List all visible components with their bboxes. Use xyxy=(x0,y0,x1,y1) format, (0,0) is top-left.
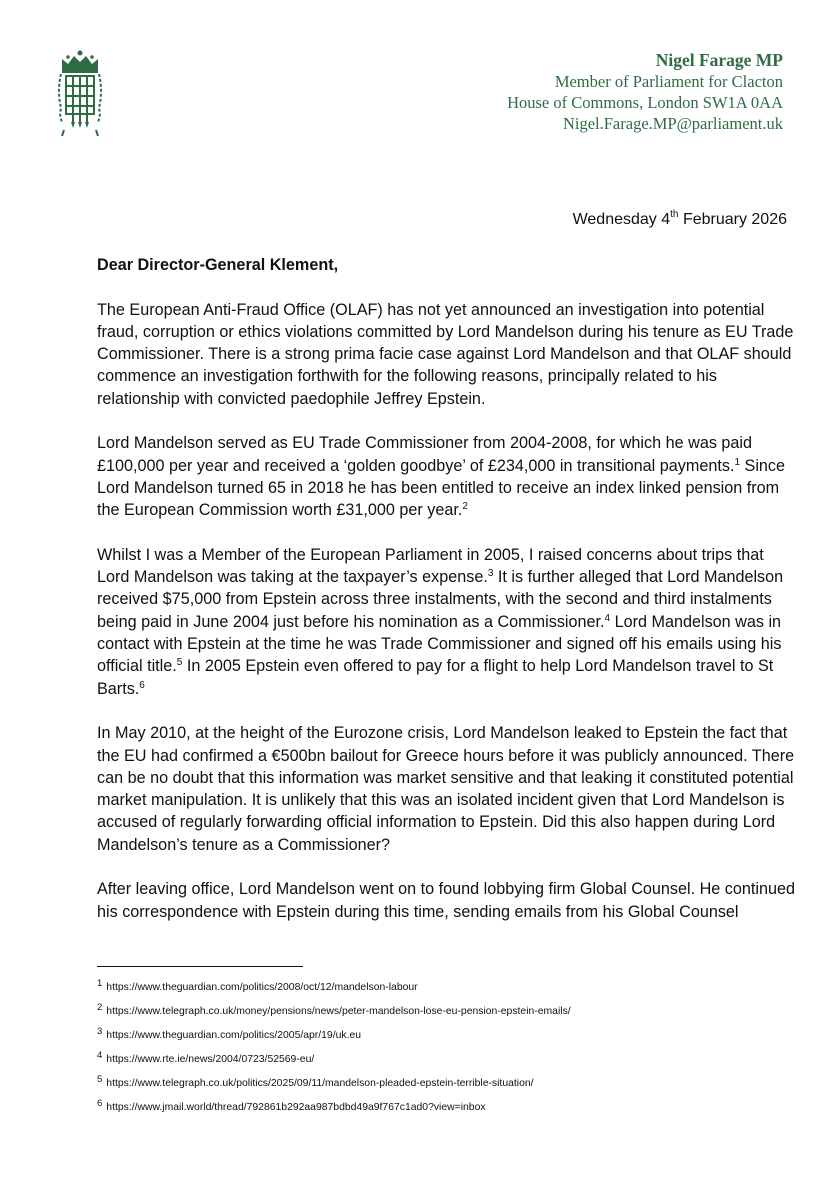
footnote xyxy=(97,1072,797,1096)
footnote-link[interactable]: https://www.telegraph.co.uk/politics/2025/09/11/mandelson-pleaded-epstein-terrible-situation/ xyxy=(106,1078,534,1089)
letter-body xyxy=(97,254,797,945)
footnote-link[interactable]: https://www.jmail.world/thread/792861b292aa987bdbd49a9f767c1ad0?view=inbox xyxy=(106,1102,486,1113)
footnote-link[interactable]: https://www.theguardian.com/politics/2005/apr/19/uk.eu xyxy=(106,1030,362,1041)
footnote-ref-4: 4 xyxy=(604,612,611,624)
paragraph-5: After leaving office, Lord Mandelson went on to found lobbying firm Global Counsel. He continued his correspondence with Epstein during this time, sending emails from his Global Counsel xyxy=(97,880,795,921)
footnotes xyxy=(97,976,797,1120)
address-line: House of Commons, London SW1A 0AA xyxy=(507,93,783,112)
portcullis-icon xyxy=(58,50,102,138)
date-day: 4 xyxy=(661,211,671,228)
paragraph-3-part-a: Whilst I was a Member of the European Parliament in 2005, I raised concerns about trips that Lord Mandelson was taking at the taxpayer’s expense. xyxy=(97,545,764,587)
footnote-number: 1 xyxy=(97,978,103,989)
footnote xyxy=(97,1096,797,1120)
paragraph-3-part-d: In 2005 Epstein even offered to pay for a flight to help Lord Mandelson travel to St Barts. xyxy=(97,657,774,698)
footnote-ref-2: 2 xyxy=(462,501,468,513)
footnote xyxy=(97,976,797,1000)
footnote-ref-3: 3 xyxy=(487,568,494,580)
footnote-link[interactable]: https://www.rte.ie/news/2004/0723/52569-eu/ xyxy=(106,1054,315,1065)
footnote-number: 2 xyxy=(97,1002,103,1013)
constituency-line: Member of Parliament for Clacton xyxy=(554,72,783,91)
paragraph-3-part-c: Lord Mandelson was in contact with Epstein at the time he was Trade Commissioner and signed off his emails using his official title. xyxy=(97,612,782,676)
footnote-number: 4 xyxy=(97,1050,103,1061)
footnote-number: 6 xyxy=(97,1098,103,1109)
footnote-ref-1: 1 xyxy=(734,456,741,468)
footnote-number: 3 xyxy=(97,1026,103,1037)
paragraph-1: The European Anti-Fraud Office (OLAF) has not yet announced an investigation into potential fraud, corruption or ethics violations committed by Lord Mandelson during his tenure as EU Trade Commissioner. There is a strong prima facie case against Lord Mandelson and that OLAF should commence an investigation forthwith for the following reasons, principally related to his relationship with convicted paedophile Jeffrey Epstein. xyxy=(97,300,794,408)
letterhead xyxy=(507,50,783,134)
date-weekday: Wednesday xyxy=(572,211,657,228)
footnote xyxy=(97,1048,797,1072)
paragraph-2 xyxy=(97,432,797,521)
footnote-divider xyxy=(97,966,303,967)
footnote-ref-5: 5 xyxy=(176,657,183,669)
paragraph-3 xyxy=(97,544,797,700)
paragraph-3-part-b: It is further alleged that Lord Mandelson received $75,000 from Epstein across three instalments, with the second and third instalments being paid in June 2004 just before his nomination as a Commissioner. xyxy=(97,568,784,631)
mp-name: Nigel Farage MP xyxy=(655,50,783,70)
paragraph-2-part-a: Lord Mandelson served as EU Trade Commissioner from 2004-2008, for which he was paid £100,000 per year and received a ‘golden goodbye’ of £234,000 in transitional payments. xyxy=(97,434,753,475)
date-ordinal: th xyxy=(670,209,679,220)
letter-date xyxy=(573,211,787,229)
email-address: Nigel.Farage.MP@parliament.uk xyxy=(562,114,783,133)
footnote xyxy=(97,1000,797,1024)
footnote-number: 5 xyxy=(97,1074,103,1085)
salutation: Dear Director-General Klement, xyxy=(97,256,339,274)
footnote-link[interactable]: https://www.telegraph.co.uk/money/pensions/news/peter-mandelson-lose-eu-pension-epstein-emails/ xyxy=(106,1006,571,1017)
footnote-ref-6: 6 xyxy=(139,679,145,691)
paragraph-2-part-b: Since Lord Mandelson turned 65 in 2018 he has been entitled to receive an index linked pension from the European Commission worth £31,000 per year. xyxy=(97,456,786,520)
footnote-link[interactable]: https://www.theguardian.com/politics/2008/oct/12/mandelson-labour xyxy=(106,982,418,993)
paragraph-4: In May 2010, at the height of the Eurozone crisis, Lord Mandelson leaked to Epstein the fact that the EU had confirmed a €500bn bailout for Greece hours before it was publicly announced. There can be no doubt that this information was market sensitive and that leaking it constituted potential market manipulation. It is unlikely that this was an isolated incident given that Lord Mandelson is accused of regularly forwarding official information to Epstein. Did this also happen during Lord Mandelson’s tenure as a Commissioner? xyxy=(97,724,795,854)
footnote xyxy=(97,1024,797,1048)
date-month-year: February 2026 xyxy=(682,211,787,228)
